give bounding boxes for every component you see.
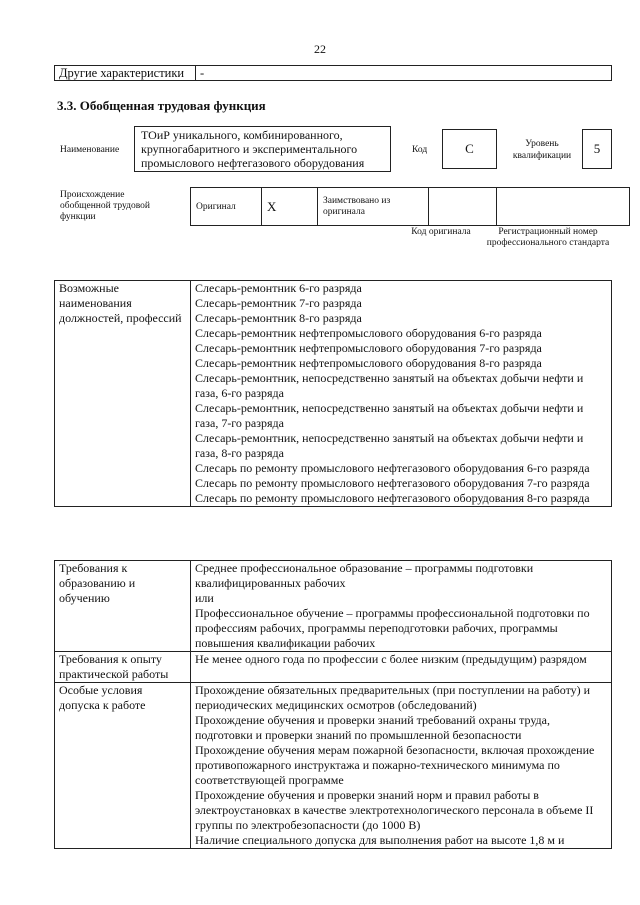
original-label: Оригинал: [191, 188, 262, 226]
qualification-level-box: 5: [582, 129, 612, 169]
admission-item: Прохождение обязательных предварительных (при поступлении на работу) и периодических медицинских осмотров (обследований): [195, 683, 591, 712]
function-name-box: ТОиР уникального, комбинированного, крупногабаритного и экспериментального промыслового нефтегазового оборудования: [134, 126, 391, 172]
name-label: Наименование: [60, 145, 120, 155]
other-characteristics-label: Другие характеристики: [55, 66, 196, 81]
position-item: Слесарь-ремонтник, непосредственно занятый на объектах добычи нефти и газа, 6-го разряда: [195, 371, 584, 400]
position-item: Слесарь-ремонтник, непосредственно занятый на объектах добычи нефти и газа, 7-го разряда: [195, 401, 584, 430]
other-characteristics-table: [54, 65, 612, 81]
education-item: Профессиональное обучение – программы профессиональной подготовки по профессиям рабочих, программы переподготовки рабочих, программы повышения квалификации рабочих: [195, 606, 590, 650]
education-list: [191, 561, 612, 652]
page-number: 22: [314, 42, 326, 56]
admission-item: Наличие специального допуска для выполнения работ на высоте 1,8 м и: [195, 833, 565, 847]
position-item: Слесарь по ремонту промыслового нефтегазового оборудования 7-го разряда: [195, 476, 590, 490]
positions-label: Возможные наименования должностей, профессий: [55, 281, 191, 507]
admission-label: Особые условия допуска к работе: [55, 683, 191, 849]
registration-number-cell: [497, 188, 630, 226]
section-title: 3.3. Обобщенная трудовая функция: [57, 98, 266, 113]
code-box: C: [442, 129, 497, 169]
position-item: Слесарь-ремонтник, непосредственно занятый на объектах добычи нефти и газа, 8-го разряда: [195, 431, 584, 460]
positions-list: [191, 281, 612, 507]
admission-list: [191, 683, 612, 849]
position-item: Слесарь-ремонтник 8-го разряда: [195, 311, 362, 325]
education-label: Требования к образованию и обучению: [55, 561, 191, 652]
education-item: Среднее профессиональное образование – программы подготовки квалифицированных рабочих: [195, 561, 534, 590]
other-characteristics-value: -: [196, 66, 612, 81]
admission-item: Прохождение обучения и проверки знаний требований охраны труда, подготовки и проверки знаний по промышленной безопасности: [195, 713, 550, 742]
position-item: Слесарь-ремонтник 6-го разряда: [195, 281, 362, 295]
position-item: Слесарь-ремонтник нефтепромыслового оборудования 7-го разряда: [195, 341, 542, 355]
requirements-table: [54, 560, 612, 849]
experience-value: Не менее одного года по профессии с более низким (предыдущим) разрядом: [191, 652, 612, 683]
position-item: Слесарь по ремонту промыслового нефтегазового оборудования 8-го разряда: [195, 491, 590, 505]
original-code-caption: Код оригинала: [411, 227, 471, 237]
origin-label: Происхождение обобщенной трудовой функции: [60, 190, 150, 222]
original-mark: X: [262, 188, 318, 226]
positions-table: [54, 280, 612, 507]
position-item: Слесарь-ремонтник нефтепромыслового оборудования 8-го разряда: [195, 356, 542, 370]
registration-number-caption: Регистрационный номер профессионального стандарта: [486, 227, 610, 248]
position-item: Слесарь по ремонту промыслового нефтегазового оборудования 6-го разряда: [195, 461, 590, 475]
original-code-cell: [429, 188, 497, 226]
origin-table: [190, 187, 630, 226]
education-item: или: [195, 591, 214, 605]
admission-item: Прохождение обучения мерам пожарной безопасности, включая прохождение противопожарного инструктажа и пожарно-технического минимума по соответствующей программе: [195, 743, 595, 787]
code-label: Код: [412, 145, 428, 155]
experience-label: Требования к опыту практической работы: [55, 652, 191, 683]
admission-item: Прохождение обучения и проверки знаний норм и правил работы в электроустановках в качестве электротехнологического персонала в объеме II группы по электробезопасности (до 1000 В): [195, 788, 594, 832]
borrowed-label: Заимствовано из оригинала: [318, 188, 429, 226]
position-item: Слесарь-ремонтник нефтепромыслового оборудования 6-го разряда: [195, 326, 542, 340]
qualification-level-label: Уровень квалификации: [512, 139, 572, 161]
position-item: Слесарь-ремонтник 7-го разряда: [195, 296, 362, 310]
